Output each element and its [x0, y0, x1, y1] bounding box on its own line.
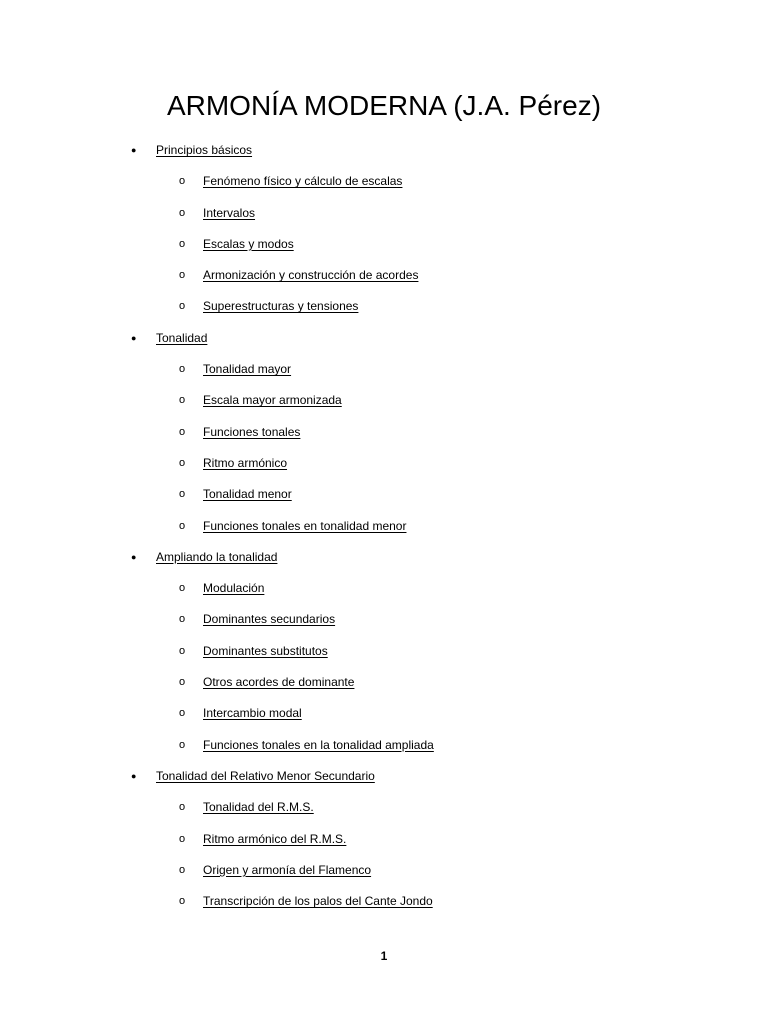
toc-subitem-link[interactable]: Armonización y construcción de acordes [203, 268, 419, 283]
bullet-circle-icon: o [179, 738, 186, 751]
toc-subitem-link[interactable]: Intervalos [203, 205, 256, 220]
bullet-circle-icon: o [179, 300, 186, 313]
toc-subitem-link[interactable]: Funciones tonales en la tonalidad ampliada [203, 737, 434, 752]
bullet-circle-icon: o [179, 456, 186, 469]
toc-section [0, 135, 768, 166]
toc-subitem [0, 166, 768, 197]
toc-subitem-link[interactable]: Funciones tonales en tonalidad menor [203, 518, 407, 533]
toc-subitem-link[interactable]: Escalas y modos [203, 236, 294, 251]
bullet-circle-icon: o [179, 832, 186, 845]
toc-section-link[interactable]: Ampliando la tonalidad [156, 549, 278, 564]
bullet-circle-icon: o [179, 488, 186, 501]
toc-subitem [0, 417, 768, 448]
toc-subitem [0, 886, 768, 917]
toc-section-link[interactable]: Principios básicos [156, 143, 253, 157]
toc-subitem [0, 229, 768, 260]
toc-subitem-link[interactable]: Modulación [203, 581, 265, 596]
bullet-disc-icon: ● [131, 145, 137, 155]
bullet-circle-icon: o [179, 175, 186, 188]
toc-subitem-link[interactable]: Tonalidad menor [203, 487, 292, 502]
toc-subitem [0, 855, 768, 886]
bullet-circle-icon: o [179, 613, 186, 626]
bullet-circle-icon: o [179, 269, 186, 282]
bullet-circle-icon: o [179, 801, 186, 814]
table-of-contents [0, 135, 768, 917]
toc-subitem [0, 636, 768, 667]
bullet-circle-icon: o [179, 582, 186, 595]
bullet-disc-icon: ● [131, 770, 137, 781]
document-title: ARMONÍA MODERNA (J.A. Pérez) [166, 90, 602, 121]
toc-subitem [0, 792, 768, 823]
bullet-circle-icon: o [179, 237, 186, 250]
bullet-disc-icon: ● [131, 332, 137, 343]
toc-subitem-link[interactable]: Tonalidad mayor [203, 362, 292, 377]
bullet-circle-icon: o [179, 707, 186, 720]
toc-subitem [0, 448, 768, 479]
toc-subitem-link[interactable]: Transcripción de los palos del Cante Jondo [203, 894, 433, 909]
bullet-circle-icon: o [179, 363, 186, 376]
toc-subitem [0, 291, 768, 322]
toc-subitem [0, 604, 768, 635]
toc-subitem-link[interactable]: Origen y armonía del Flamenco [203, 862, 372, 877]
bullet-circle-icon: o [179, 863, 186, 876]
toc-subitem [0, 479, 768, 510]
bullet-circle-icon: o [179, 206, 186, 219]
toc-subitem-link[interactable]: Otros acordes de dominante [203, 675, 355, 690]
toc-subitem-link[interactable]: Dominantes substitutos [203, 643, 328, 658]
toc-subitem [0, 260, 768, 291]
toc-subitem-link[interactable]: Escala mayor armonizada [203, 393, 342, 408]
toc-section [0, 323, 768, 354]
toc-subitem [0, 667, 768, 698]
bullet-circle-icon: o [179, 895, 186, 908]
toc-subitem [0, 354, 768, 385]
toc-subitem [0, 198, 768, 229]
bullet-circle-icon: o [179, 519, 186, 532]
page-number: 1 [380, 949, 388, 963]
toc-section-link[interactable]: Tonalidad del Relativo Menor Secundario [156, 768, 375, 783]
bullet-circle-icon: o [179, 394, 186, 407]
toc-subitem [0, 573, 768, 604]
toc-subitem-link[interactable]: Fenómeno físico y cálculo de escalas [203, 174, 403, 189]
toc-subitem-link[interactable]: Tonalidad del R.M.S. [203, 800, 314, 815]
toc-subitem-link[interactable]: Superestructuras y tensiones [203, 299, 359, 314]
bullet-circle-icon: o [179, 676, 186, 689]
toc-subitem [0, 730, 768, 761]
toc-section [0, 761, 768, 792]
toc-subitem [0, 385, 768, 416]
toc-subitem-link[interactable]: Ritmo armónico del R.M.S. [203, 831, 347, 846]
bullet-disc-icon: ● [131, 551, 137, 562]
bullet-circle-icon: o [179, 644, 186, 657]
bullet-circle-icon: o [179, 425, 186, 438]
toc-section [0, 542, 768, 573]
toc-subitem-link[interactable]: Ritmo armónico [203, 455, 288, 470]
toc-subitem-link[interactable]: Dominantes secundarios [203, 612, 336, 627]
toc-subitem-link[interactable]: Funciones tonales [203, 424, 301, 439]
toc-subitem [0, 511, 768, 542]
toc-subitem-link[interactable]: Intercambio modal [203, 706, 302, 721]
toc-section-link[interactable]: Tonalidad [156, 330, 208, 345]
toc-subitem [0, 824, 768, 855]
toc-subitem [0, 698, 768, 729]
